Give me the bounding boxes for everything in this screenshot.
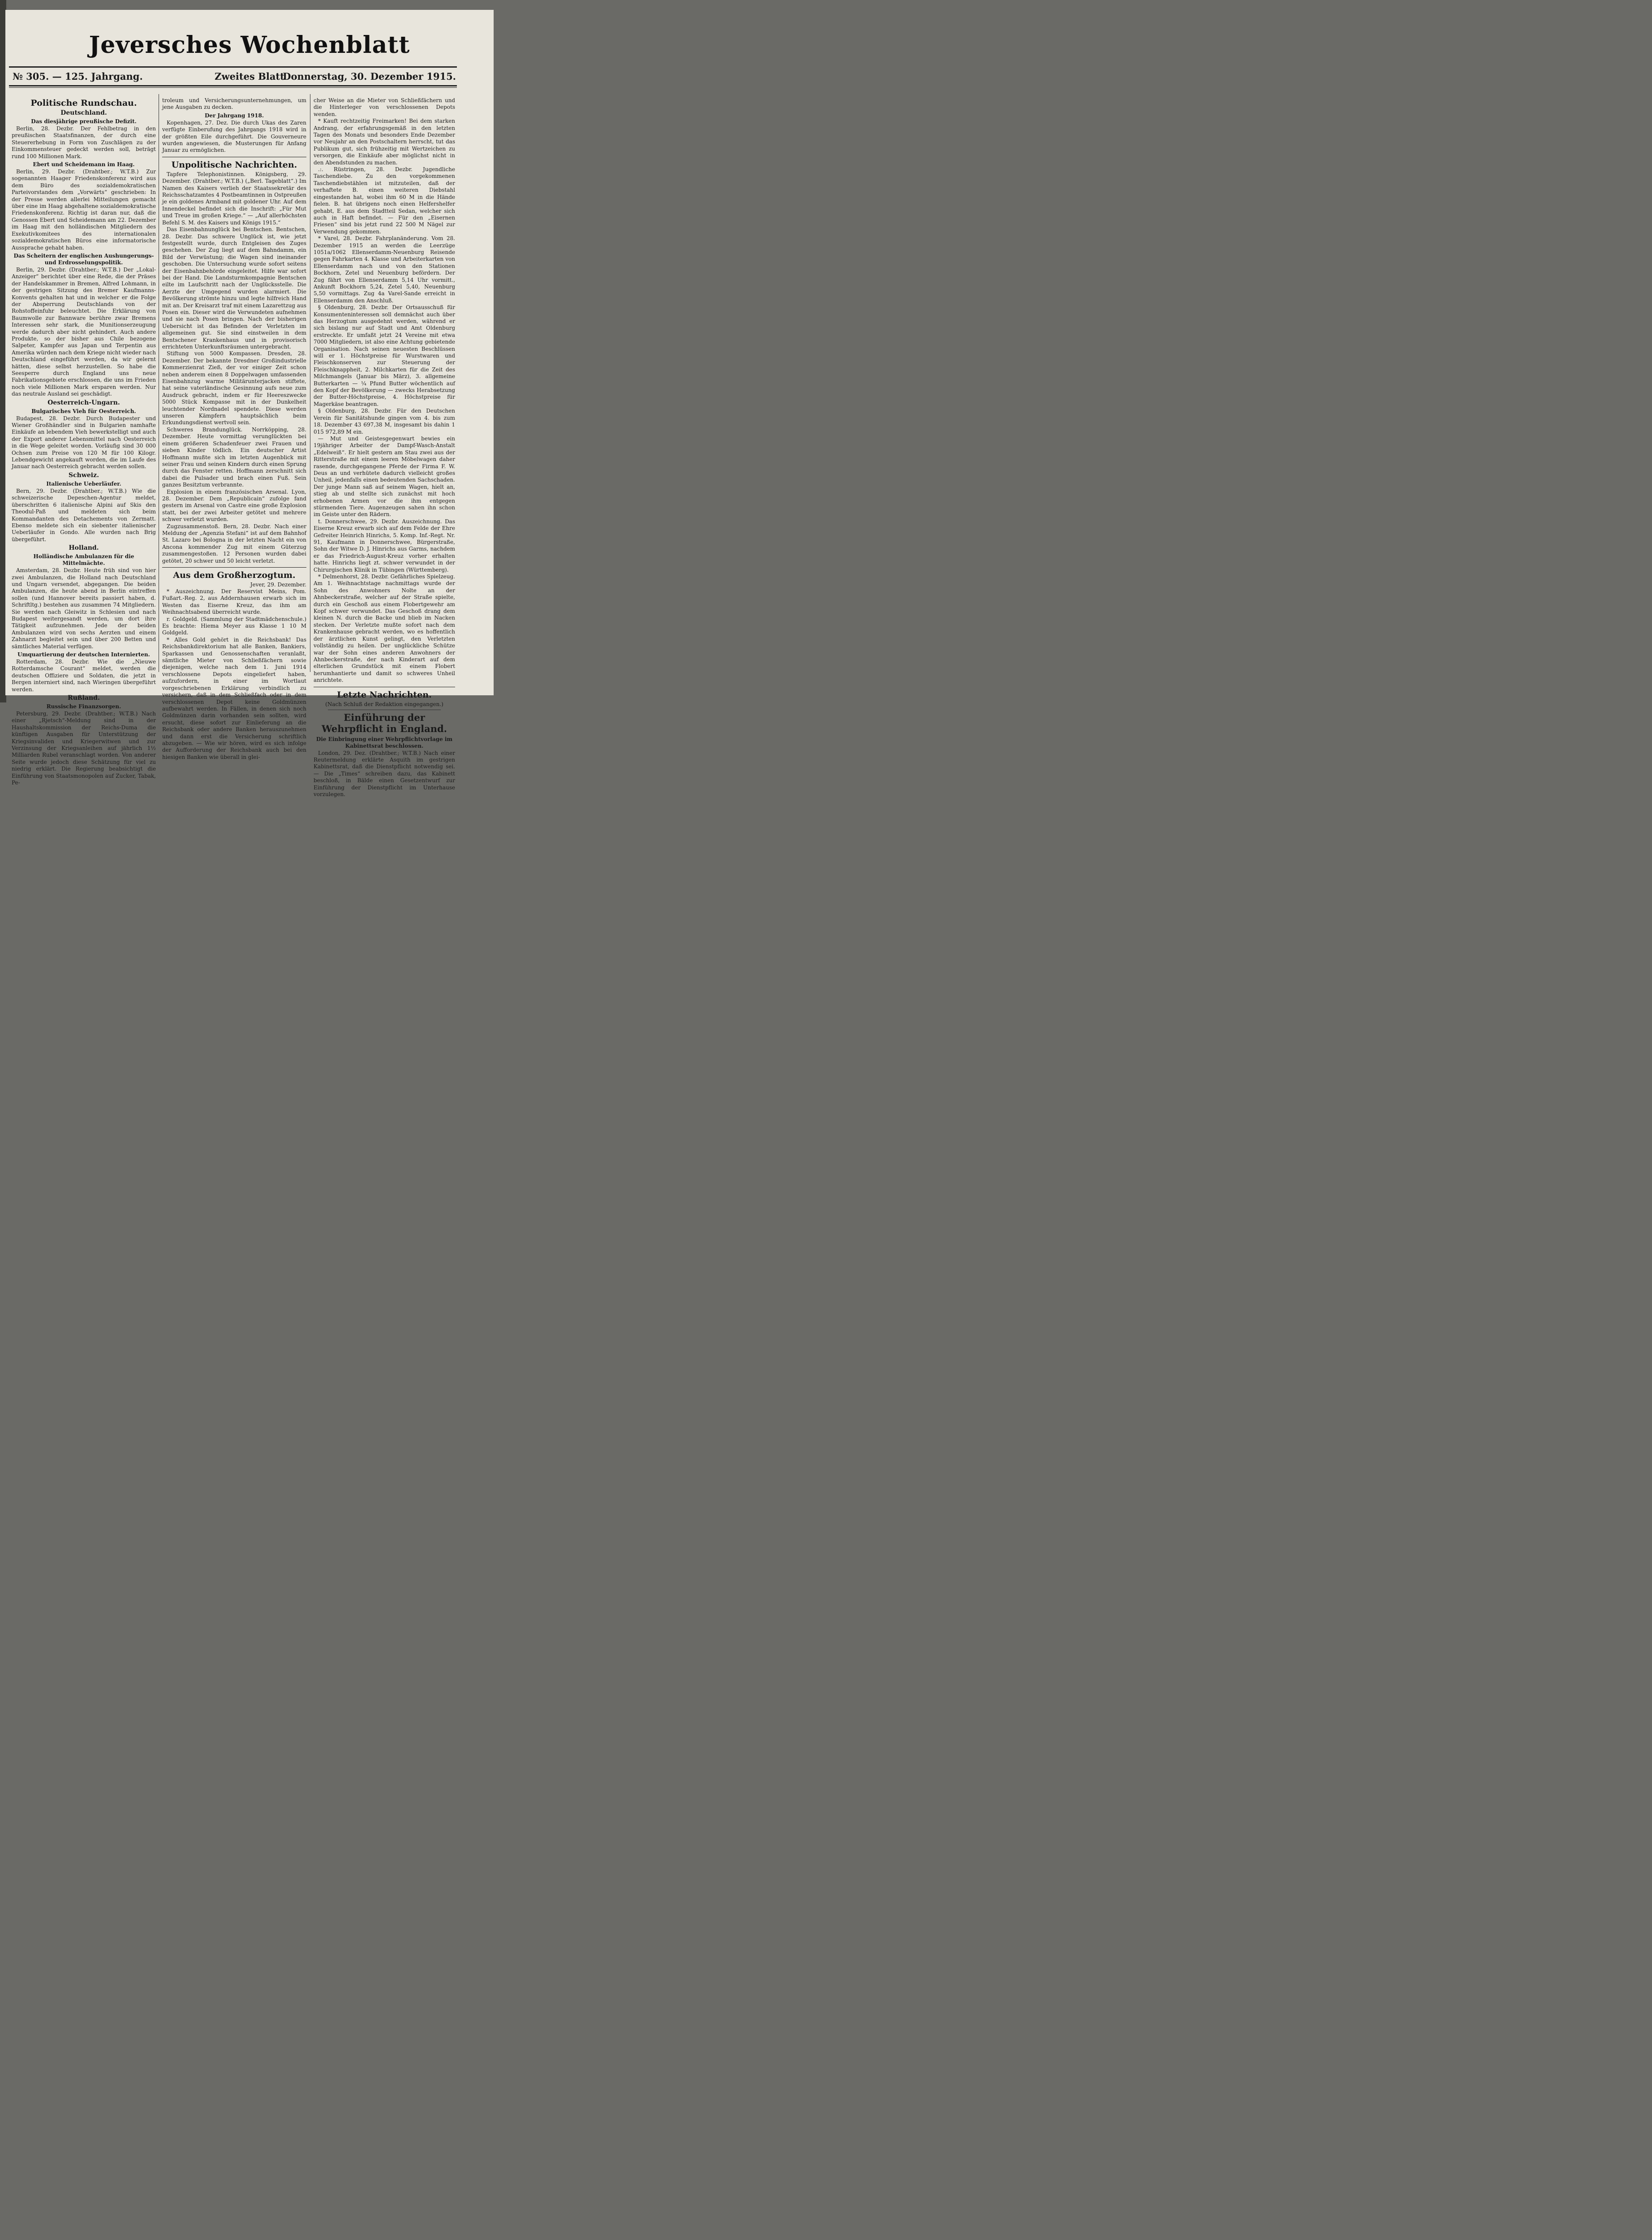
heading-deutschland: Deutschland. xyxy=(60,109,107,116)
section-heading-grossherzogtum: Aus dem Großherzogtum. xyxy=(173,570,296,580)
heading-scheitern: Das Scheitern der englischen Aushungerungs- und Erdrosselungspolitik. xyxy=(13,252,154,266)
article-goldgeld: r. Goldgeld. (Sammlung der Stadtmädchenschule.) Es brachte: Hiema Meyer aus Klasse 1 10 M Goldgeld. xyxy=(162,616,306,636)
heading-defizit: Das diesjährige preußische Defizit. xyxy=(31,118,137,125)
article-jahrgang: Kopenhagen, 27. Dez. Die durch Ukas des Zaren verfügte Einberufung des Jahrgangs 1918 wird in der größten Eile durchgeführt. Die Gouverneure wurden angewiesen, die Musterungen für Anfang Januar zu ermöglichen. xyxy=(162,119,306,154)
article-finanzsorgen: Petersburg, 29. Dezbr. (Drahtber.; W.T.B.) Nach einer „Rjetsch“-Meldung sind in der Haushaltskommission der Reichs-Duma die künftigen Ausgaben für Unterstützung der Kriegsinvaliden und Kriegerwitwen und zur Verzinsung der Kriegsanleihen auf jährlich 1½ Milliarden Rubel veranschlagt worden. Von anderer Seite wurde jedoch diese Schätzung für viel zu niedrig erklärt. Die Regierung beabsichtigt die Einführung von Staatsmonopolen auf Zucker, Tabak, Pe- xyxy=(12,711,156,786)
article-vieh: Budapest, 28. Dezbr. Durch Budapester und Wiener Großhändler sind in Bulgarien namhafte Einkäufe an lebendem Vieh bewerkstelligt und auch der Export anderer Lebensmittel nach Oesterreich in die Wege geleitet worden. Vorläufig sind 30 000 Ochsen zum Preise von 120 M für 100 Kilogr. Lebendgewicht angekauft worden, die im Laufe des Januar nach Oesterreich gebracht werden sollen. xyxy=(12,415,156,470)
masthead: Jeversches Wochenblatt xyxy=(89,31,410,59)
heading-vieh: Bulgarisches Vieh für Oesterreich. xyxy=(31,408,136,414)
article-london: London, 29. Dez. (Drahtber.; W.T.B.) Nach einer Reutermeldung erklärte Asquith im gestrigen Kabinettsrat, daß die Dienstpflicht notwendig sei. — Die „Times“ schreiben dazu, das Kabinett beschloß, in Bälde einen Gesetzentwurf zur Einführung der Dienstpflicht im Unterhause vorzulegen. xyxy=(314,750,455,797)
headline-wehrpflicht: Einführung der Wehrpflicht in England. xyxy=(322,711,447,734)
column-2 xyxy=(162,97,306,760)
column-1 xyxy=(12,97,156,786)
article-brand: Schweres Brandunglück. Norrköpping, 28. Dezember. Heute vormittag verunglückten bei einem größeren Schadenfeuer zwei Frauen und sieben Kinder tödlich. Ein deutscher Artist Hoffmann mußte sich im letzten Augenblick mit seiner Frau und seinen Kindern durch einen Sprung durch das Fenster retten. Hoffmann zerschnitt sich dabei die Pulsader und brach einen Fuß. Sein ganzes Besitztum verbrannte. xyxy=(162,426,306,488)
article-defizit: Berlin, 28. Dezbr. Der Fehlbetrag in den preußischen Staatsfinanzen, der durch eine Steuererhebung in Form von Zuschlägen zu der Einkommensteuer gedeckt werden soll, beträgt rund 100 Millionen Mark. xyxy=(12,125,156,159)
dateline: Jever, 29. Dezember. xyxy=(250,582,306,588)
newspaper-page xyxy=(5,10,494,797)
heading-holland: Holland. xyxy=(69,544,99,552)
heading-ebert: Ebert und Scheidemann im Haag. xyxy=(33,161,135,168)
article-zug: Zugzusammenstoß. Bern, 28. Dezbr. Nach einer Meldung der „Agenzia Stefani“ ist auf dem Bahnhof St. Lazaro bei Bologna in der letzten Nacht ein von Ancona kommender Zug mit einem Güterzug zusammengestoßen. 12 Personen wurden dabei getötet, 20 schwer und 50 leicht verletzt. xyxy=(162,523,306,564)
header-rule-bottom xyxy=(9,85,457,86)
article-oldenburg-1: § Oldenburg, 28. Dezbr. Der Ortsausschuß für Konsumenteninteressen soll demnächst auch über das Herzogtum ausgedehnt werden, während er sich bislang nur auf Stadt und Amt Oldenburg erstreckte. Er umfaßt jetzt 24 Vereine mit etwa 7000 Mitgliedern, ist also eine Achtung gebietende Organisation. Nach seinen neuesten Beschlüssen will er 1. Höchstpreise für Wurstwaren und Fleischkonserven zur Steuerung der Fleischknappheit, 2. Milchkarten für die Zeit des Milchmangels (Januar bis März), 3. allgemeine Butterkarten — ¼ Pfund Butter wöchentlich auf den Kopf der Bevölkerung — zwecks Herabsetzung der Butter-Höchstpreise, 4. Höchstpreise für Magerkäse beantragen. xyxy=(314,304,455,407)
article-internierte: Rotterdam, 28. Dezbr. Wie die „Nieuwe Rotterdamsche Courant“ meldet, werden die deutschen Offiziere und Soldaten, die jetzt in Bergen interniert sind, nach Wieringen übergeführt werden. xyxy=(12,659,156,693)
article-continuation: troleum und Versicherungsunternehmungen, um jene Ausgaben zu decken. xyxy=(162,97,306,111)
section-heading-unpolitisch: Unpolitische Nachrichten. xyxy=(171,159,297,170)
article-delmenhorst: * Delmenhorst, 28. Dezbr. Gefährliches Spielzeug. Am 1. Weihnachtstage nachmittags wurde der Sohn des Anwohners Nolte an der Ahnbeckerstraße, welcher auf der Straße spielte, durch ein Geschoß aus einem Flobertgewehr am Kopf schwer verwundet. Das Geschoß drang dem kleinen N. durch die Backe und blieb im Nacken stecken. Der Verletzte mußte sofort nach dem Krankenhause gebracht werden, wo es hoffentlich der ärztlichen Kunst gelingt, den Verletzten vollständig zu heilen. Der unglückliche Schütze war der Sohn eines anderen Anwohners der Ahnbeckerstraße, der nach Kinderart auf dem elterlichen Grundstück mit einem Flobert herumhantierte und damit so schweres Unheil anrichtete. xyxy=(314,573,455,684)
article-bahnunglueck: Das Eisenbahnunglück bei Bentschen. Bentschen, 28. Dezbr. Das schwere Unglück ist, wie jetzt festgestellt wurde, durch Entgleisen des Zuges geschehen. Der Zug liegt auf dem Bahndamm, ein Bild der Verwüstung; die Wagen sind ineinander geschoben. Die Untersuchung wurde sofort seitens der Eisenbahnbehörde eingeleitet. Hilfe war sofort bei der Hand. Die Landsturmkompagnie Bentschen eilte im Laufschritt nach der Unglücksstelle. Die Aerzte der Umgegend wurden alarmiert. Die Bevölkerung strömte hinzu und legte hilfreich Hand mit an. Der Kreisarzt traf mit einem Lazarettzug aus Posen ein. Dieser wird die Verwundeten aufnehmen und sie nach Posen bringen. Nach der bisherigen Uebersicht ist das Befinden der Verletzten im allgemeinen gut. Sie sind einstweilen in dem Bentschener Krankenhaus und in provisorisch errichteten Unterkunftsräumen untergebracht. xyxy=(162,226,306,350)
article-freimarken: * Kauft rechtzeitig Freimarken! Bei dem starken Andrang, der erfahrungsgemäß in den letzten Tagen des Monats und besonders Ende Dezember vor Neujahr an den Postschaltern herrscht, tut das Publikum gut, sich frühzeitig mit Wertzeichen zu versorgen, die Einkäufe aber möglichst nicht in den Abendstunden zu machen. xyxy=(314,118,455,166)
heading-ueberlaeufer: Italienische Ueberläufer. xyxy=(46,480,121,487)
heading-russland: Rußland. xyxy=(68,694,100,702)
article-continuation: cher Weise an die Mieter von Schließfächern und die Hinterleger von verschlossenen Depots wenden. xyxy=(314,97,455,117)
article-varel: * Varel, 28. Dezbr. Fahrplanänderung. Vom 28. Dezember 1915 an werden die Leerzüge 1051a/1062 Ellenserdamm-Neuenburg Reisende gegen Fahrkarten 4. Klasse und Arbeiterkarten von Ellenserdamm nach und von den Stationen Bockhorn, Zetel und Neuenburg befördern. Der Zug fährt von Ellenserdamm 5,14 Uhr vormitt., Ankunft Bockhorn 5,24, Zetel 5,40, Neuenburg 5,50 vormittags. Zug 4a Varel-Sande erreicht in Ellenserdamm den Anschluß. xyxy=(314,235,455,304)
article-oldenburg-2: § Oldenburg, 28. Dezbr. Für den Deutschen Verein für Sanitätshunde gingen vom 4. bis zum 18. Dezember 43 697,38 M, insgesamt bis dahin 1 015 972,89 M ein. xyxy=(314,408,455,435)
article-donnerschwee: t. Donnerschwee, 29. Dezbr. Auszeichnung. Das Eiserne Kreuz erwarb sich auf dem Felde der Ehre Gefreiter Heinrich Hinrichs, 5. Komp. Inf.-Regt. Nr. 91, Kaufmann in Donnerschwee, Bürgerstraße, Sohn der Witwe D. J. Hinrichs aus Garms, nachdem er das Friedrich-August-Kreuz vorher erhalten hatte. Hinrichs liegt zt. schwer verwundet in der Chirurgischen Klinik in Tübingen (Württemberg). xyxy=(314,518,455,573)
article-ebert: Berlin, 29. Dezbr. (Drahtber.; W.T.B.) Zur sogenannten Haager Friedenskonferenz wird aus dem Büro des sozialdemokratischen Parteivorstandes dem „Vorwärts“ geschrieben: In der Presse werden allerlei Mitteilungen gemacht über eine im Haag abgehaltene sozialdemokratische Friedenskonferenz. Richtig ist daran nur, daß die Genossen Ebert und Scheidemann am 22. Dezember im Haag mit den holländischen Mitgliedern des Exekutivkomitees des internationalen sozialdemokratischen Büros eine informatorische Aussprache gehabt haben. xyxy=(12,168,156,251)
section-rule xyxy=(162,567,306,568)
subheading-letzte: (Nach Schluß der Redaktion eingegangen.) xyxy=(325,701,443,707)
column-3 xyxy=(314,97,455,797)
heading-finanzsorgen: Russische Finanzsorgen. xyxy=(46,703,121,710)
article-mut: — Mut und Geistesgegenwart bewies ein 19jähriger Arbeiter der Dampf-Wasch-Anstalt „Edelweiß“. Er hielt gestern am Stau zwei aus der Ritterstraße mit einem leeren Möbelwagen daher rasende, durchgegangene Pferde der Firma F. W. Deus an und verhütete dadurch vielleicht großes Unheil, jedenfalls einen bedeutenden Sachschaden. Der junge Mann saß auf seinem Wagen, hielt an, stieg ab und stellte sich zunächst mit hoch erhobenen Armen vor die ihm entgegen stürmenden Tiere. Augenzeugen sahen ihn schon im Geiste unter den Rädern. xyxy=(314,435,455,518)
article-reichsbank: * Alles Gold gehört in die Reichsbank! Das Reichsbankdirektorium hat alle Banken, Bankiers, Sparkassen und Genossenschaften veranlaßt, sämtliche Mieter von Schließfächern sowie diejenigen, welche nach dem 1. Juni 1914 verschlossene Depots eingeliefert haben, aufzufordern, in einer im Wortlaut vorgeschriebenen Erklärung verbindlich zu versichern, daß in dem Schließfach oder in dem verschlossenen Depot keine Goldmünzen aufbewahrt werden. In Fällen, in denen sich noch Goldmünzen darin vorhanden sein sollten, wird ersucht, diese sofort zur Einlieferung an die Reichsbank oder andere Banken herauszunehmen und dann erst die Versicherung schriftlich abzugeben. — Wie wir hören, wird es sich infolge der Aufforderung der Reichsbank auch bei den hiesigen Banken wie überall in glei- xyxy=(162,636,306,760)
article-auszeichnung: * Auszeichnung. Der Reservist Meins, Pom. Fußart.-Reg. 2, aus Addernhausen erwarb sich im Westen das Eiserne Kreuz, das ihm am Weihnachtsabend überreicht wurde. xyxy=(162,588,306,616)
issue-date: Donnerstag, 30. Dezember 1915. xyxy=(283,71,456,82)
article-ueberlaeufer: Bern, 29. Dezbr. (Drahtber.; W.T.B.) Wie die schweizerische Depeschen-Agentur meldet, überschritten 6 italienische Alpini auf Skis den Theodul-Paß und meldeten sich beim Kommandanten des Detachements von Zermatt. Ebenso meldete sich ein siebenter italienischer Ueberläufer in Gondo. Alle wurden nach Brig übergeführt. xyxy=(12,487,156,543)
article-telefon: Tapfere Telephonistinnen. Königsberg, 29. Dezember. (Drahtber.; W.T.B.) („Berl. Tageblatt“.) Im Namen des Kaisers verlieh der Staatssekretär des Reichsschatzamtes 4 Postbeamtinnen in Ostpreußen je ein goldenes Armband mit goldener Uhr. Auf dem Innendeckel befindet sich die Inschrift: „Für Mut und Treue im großen Kriege.“ — „Auf allerhöchsten Befehl S. M. des Kaisers und Königs 1915.“ xyxy=(162,171,306,226)
header-rule-top xyxy=(9,66,457,68)
article-ruestringen: .:. Rüstringen, 28. Dezbr. Jugendliche Taschendiebe. Zu den vorgekommenen Taschendiebstählen ist mitzuteilen, daß der verhaftete B. einen weiteren Diebstahl eingestanden hat, wobei ihm 60 M in die Hände fielen. B. hat übrigens noch einen Helfershelfer gehabt, E. aus dem Stadtteil Sedan, welcher sich auch in Haft befindet. — Für den „Eisernen Friesen“ sind bis jetzt rund 22 500 M Nägel zur Verwendung gekommen. xyxy=(314,166,455,235)
heading-internierte: Umquartierung der deutschen Internierten. xyxy=(17,651,150,658)
heading-schweiz: Schweiz. xyxy=(69,471,99,479)
section-heading-politik: Politische Rundschau. xyxy=(30,98,137,108)
section-heading-letzte: Letzte Nachrichten. xyxy=(337,689,432,700)
article-ambulanzen: Amsterdam, 28. Dezbr. Heute früh sind von hier zwei Ambulanzen, die Holland nach Deutschland und Ungarn versendet, abgegangen. Die beiden Ambulanzen, die heute abend in Berlin eintreffen sollen (und Hannover bereits passiert haben, d. Schriftltg.) bestehen aus zusammen 74 Mitgliedern. Sie werden nach Gleiwitz in Schlesien und nach Budapest weitergesandt werden, um dort ihre Tätigkeit aufzunehmen. Jede der beiden Ambulanzen wird von sechs Aerzten und einem Zahnarzt begleitet sein und über 200 Betten und sämtliches Material verfügen. xyxy=(12,567,156,650)
heading-ambulanzen: Holländische Ambulanzen für die Mittelmächte. xyxy=(33,553,134,567)
heading-jahrgang: Der Jahrgang 1918. xyxy=(204,112,264,119)
article-kompasse: Stiftung von 5000 Kompassen. Dresden, 28. Dezember. Der bekannte Dresdner Großindustrielle Kommerzienrat Zieß, der vor einiger Zeit schon neben anderem einen 8 Doppelwagen umfassenden Eisenbahnzug warme Militärunterjacken stiftete, hat seine vaterländische Gesinnung aufs neue zum Ausdruck gebracht, indem er für Heereszwecke 5000 Stück Kompasse mit in der Dunkelheit leuchtender Nordnadel spendete. Diese werden unseren Kämpfern hauptsächlich beim Erkundungsdienst wertvoll sein. xyxy=(162,350,306,426)
heading-vorlage: Die Einbringung einer Wehrpflichtvorlage im Kabinettsrat beschlossen. xyxy=(316,736,453,749)
section-label: Zweites Blatt xyxy=(215,71,284,82)
article-explosion: Explosion in einem französischen Arsenal. Lyon, 28. Dezember. Dem „Republicain“ zufolge fand gestern im Arsenal von Castre eine große Explosion statt, bei der zwei Arbeiter getötet und mehrere schwer verletzt wurden. xyxy=(162,488,306,523)
heading-oesterreich: Oesterreich-Ungarn. xyxy=(47,399,120,406)
article-scheitern: Berlin, 29. Dezbr. (Drahtber.; W.T.B.) Der „Lokal-Anzeiger“ berichtet über eine Rede, die der Präses der Handelskammer in Bremen, Alfred Lohmann, in der gestrigen Sitzung des Bremer Kaufmanns-Konvents gehalten hat und in welcher er die Folge der Absperrung Deutschlands von der Rohstoffeinfuhr beleuchtet. Die Erklärung von Baumwolle zur Bannware berühre zwar Bremens Interessen sehr stark, die Munitionserzeugung werde dadurch aber nicht gehindert. Auch andere Produkte, so der bisher aus Chile bezogene Salpeter, Kampfer aus Japan und Terpentin aus Amerika würden nach dem Kriege nicht wieder nach Deutschland eingeführt werden, da wir gelernt hätten, diese selbst herzustellen. So habe die Seesperre durch England uns neue Fabrikationsgebiete erschlossen, die uns im Frieden noch viele Millionen Mark ersparen werden. Nur das neutrale Ausland sei geschädigt. xyxy=(12,266,156,397)
header-rule-thin xyxy=(9,87,457,88)
issue-number: № 305. — 125. Jahrgang. xyxy=(13,71,143,82)
